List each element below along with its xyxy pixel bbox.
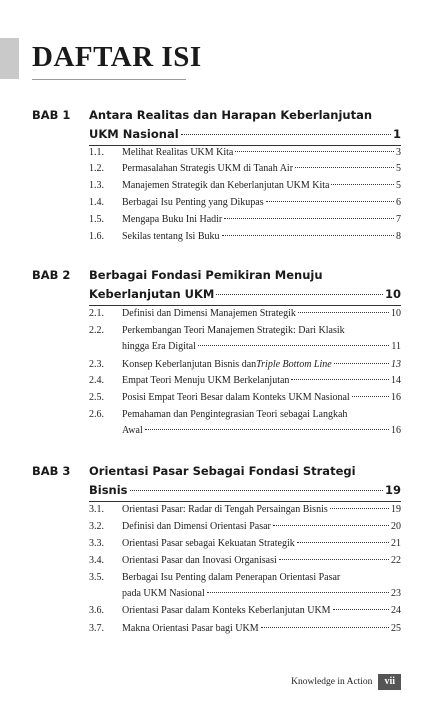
entry-page-number: 11 bbox=[391, 341, 401, 352]
chapter-title-line2 bbox=[89, 125, 401, 144]
dot-leader bbox=[279, 559, 389, 560]
entry-page-number: 16 bbox=[391, 392, 401, 403]
page-title: DAFTAR ISI bbox=[32, 41, 202, 73]
entry-body bbox=[122, 145, 401, 161]
dot-leader bbox=[130, 490, 383, 491]
dot-leader bbox=[273, 525, 389, 526]
entry-page-number: 7 bbox=[396, 214, 401, 225]
dot-leader bbox=[291, 379, 389, 380]
entry-page-number: 25 bbox=[391, 623, 401, 634]
chapter-label: BAB 3 bbox=[32, 464, 71, 478]
entry-text: Konsep Keberlanjutan Bisnis dan bbox=[122, 359, 257, 370]
entry-text: Orientasi Pasar dan Inovasi Organisasi bbox=[122, 555, 277, 566]
entry-page-number: 16 bbox=[391, 425, 401, 436]
entry-body bbox=[122, 603, 401, 619]
entry-page-number: 20 bbox=[391, 521, 401, 532]
entry-body bbox=[122, 536, 401, 552]
title-accent-bar bbox=[0, 38, 19, 79]
dot-leader bbox=[181, 134, 391, 135]
entry-page-number: 5 bbox=[396, 163, 401, 174]
toc-entry[interactable] bbox=[89, 570, 401, 604]
entry-text: Permasalahan Strategis UKM di Tanah Air bbox=[122, 163, 294, 174]
entry-text: pada UKM Nasional bbox=[122, 588, 205, 599]
entry-row bbox=[122, 145, 401, 161]
entry-row bbox=[122, 390, 401, 406]
entry-number: 3.6. bbox=[89, 605, 104, 616]
entry-body bbox=[122, 373, 401, 389]
footer-book-title: Knowledge in Action bbox=[291, 677, 373, 687]
entry-row bbox=[122, 339, 401, 355]
entry-row bbox=[122, 423, 401, 439]
chapter-title-line1: Orientasi Pasar Sebagai Fondasi Strategi bbox=[89, 464, 356, 478]
entry-number: 1.4. bbox=[89, 197, 104, 208]
entry-page-number: 14 bbox=[391, 375, 401, 386]
entry-text-line1: Perkembangan Teori Manajemen Strategik: Dari Klasik bbox=[122, 325, 345, 336]
entry-number: 1.6. bbox=[89, 231, 104, 242]
entry-row bbox=[122, 553, 401, 569]
entry-text: Melihat Realitas UKM Kita bbox=[122, 147, 234, 158]
entry-text: Definisi dan Dimensi Orientasi Pasar bbox=[122, 521, 271, 532]
entry-page-number: 19 bbox=[391, 504, 401, 515]
entry-number: 3.1. bbox=[89, 504, 104, 515]
entry-body bbox=[122, 195, 401, 211]
entry-number: 2.1. bbox=[89, 308, 104, 319]
entry-row bbox=[122, 306, 401, 322]
entry-number: 1.2. bbox=[89, 163, 104, 174]
entry-body bbox=[122, 570, 401, 602]
entry-number: 3.3. bbox=[89, 538, 104, 549]
entry-page-number: 13 bbox=[391, 359, 401, 370]
entry-page-number: 5 bbox=[396, 180, 401, 191]
dot-leader bbox=[331, 184, 394, 185]
entry-number: 3.2. bbox=[89, 521, 104, 532]
chapter-title[interactable] bbox=[89, 462, 401, 502]
dot-leader bbox=[216, 294, 383, 295]
dot-leader bbox=[222, 235, 395, 236]
entry-body bbox=[122, 161, 401, 177]
entry-page-number: 24 bbox=[391, 605, 401, 616]
entry-row bbox=[122, 502, 401, 518]
entry-page-number: 6 bbox=[396, 197, 401, 208]
entry-number: 1.1. bbox=[89, 147, 104, 158]
entry-row bbox=[122, 519, 401, 535]
entry-text: Orientasi Pasar dalam Konteks Keberlanjutan UKM bbox=[122, 605, 331, 616]
entry-body bbox=[122, 553, 401, 569]
entry-row bbox=[122, 212, 401, 228]
dot-leader bbox=[207, 592, 389, 593]
entry-body bbox=[122, 390, 401, 406]
chapter-page-number: 1 bbox=[392, 127, 401, 141]
entry-row bbox=[122, 178, 401, 194]
entry-page-number: 3 bbox=[396, 147, 401, 158]
entry-body bbox=[122, 229, 401, 245]
chapter-title-text: Keberlanjutan UKM bbox=[89, 287, 215, 301]
chapter-title-line2 bbox=[89, 285, 401, 304]
entry-row bbox=[122, 195, 401, 211]
entry-number: 2.2. bbox=[89, 325, 104, 336]
entry-number: 1.5. bbox=[89, 214, 104, 225]
dot-leader bbox=[298, 312, 389, 313]
title-underline bbox=[32, 79, 186, 80]
footer-page-number: vii bbox=[378, 674, 401, 690]
entry-number: 2.5. bbox=[89, 392, 104, 403]
dot-leader bbox=[334, 363, 389, 364]
entry-row bbox=[122, 621, 401, 637]
entry-number: 2.4. bbox=[89, 375, 104, 386]
entry-row bbox=[122, 357, 401, 373]
chapter-title-line1: Antara Realitas dan Harapan Keberlanjutan bbox=[89, 108, 373, 122]
entry-body bbox=[122, 212, 401, 228]
entry-page-number: 23 bbox=[391, 588, 401, 599]
entry-number: 2.6. bbox=[89, 409, 104, 420]
entry-text: Orientasi Pasar: Radar di Tengah Persaingan Bisnis bbox=[122, 504, 328, 515]
entry-text: Empat Teori Menuju UKM Berkelanjutan bbox=[122, 375, 290, 386]
chapter-title-text: UKM Nasional bbox=[89, 127, 179, 141]
entry-text: hingga Era Digital bbox=[122, 341, 196, 352]
entry-number: 2.3. bbox=[89, 359, 104, 370]
entry-row bbox=[122, 586, 401, 602]
entry-text: Definisi dan Dimensi Manajemen Strategik bbox=[122, 308, 296, 319]
entry-text-line1: Pemahaman dan Pengintegrasian Teori sebagai Langkah bbox=[122, 409, 348, 420]
dot-leader bbox=[352, 396, 389, 397]
dot-leader bbox=[330, 508, 389, 509]
chapter-title-line1: Berbagai Fondasi Pemikiran Menuju bbox=[89, 268, 323, 282]
entry-number: 1.3. bbox=[89, 180, 104, 191]
entry-text-italic: Triple Bottom Line bbox=[256, 359, 332, 370]
entry-text: Manajemen Strategik dan Keberlanjutan UKM Kita bbox=[122, 180, 330, 191]
dot-leader bbox=[295, 167, 394, 168]
chapter-page-number: 19 bbox=[384, 483, 401, 497]
dot-leader bbox=[266, 201, 394, 202]
dot-leader bbox=[297, 542, 389, 543]
entry-body bbox=[122, 621, 401, 637]
entry-text: Berbagai Isu Penting yang Dikupas bbox=[122, 197, 264, 208]
entry-text: Sekilas tentang Isi Buku bbox=[122, 231, 220, 242]
chapter-label: BAB 2 bbox=[32, 268, 71, 282]
entry-body bbox=[122, 178, 401, 194]
toc-entry[interactable] bbox=[89, 407, 401, 441]
dot-leader bbox=[235, 151, 394, 152]
entry-text: Mengapa Buku Ini Hadir bbox=[122, 214, 223, 225]
entry-body bbox=[122, 306, 401, 322]
entry-text: Makna Orientasi Pasar bagi UKM bbox=[122, 623, 259, 634]
entry-body bbox=[122, 323, 401, 355]
toc-entry[interactable] bbox=[89, 323, 401, 357]
entry-row bbox=[122, 229, 401, 245]
entry-text: Orientasi Pasar sebagai Kekuatan Strategik bbox=[122, 538, 295, 549]
entry-text: Awal bbox=[122, 425, 143, 436]
entry-page-number: 21 bbox=[391, 538, 401, 549]
chapter-label: BAB 1 bbox=[32, 108, 71, 122]
chapter-title-text: Bisnis bbox=[89, 483, 128, 497]
page-footer bbox=[291, 674, 401, 690]
entry-row bbox=[122, 161, 401, 177]
dot-leader bbox=[145, 429, 389, 430]
entry-text: Posisi Empat Teori Besar dalam Konteks UKM Nasional bbox=[122, 392, 350, 403]
entry-row bbox=[122, 536, 401, 552]
entry-number: 3.5. bbox=[89, 572, 104, 583]
dot-leader bbox=[333, 609, 389, 610]
chapter-title-line2 bbox=[89, 481, 401, 500]
entry-body bbox=[122, 407, 401, 439]
entry-text-line1: Berbagai Isu Penting dalam Penerapan Orientasi Pasar bbox=[122, 572, 341, 583]
chapter-title[interactable] bbox=[89, 106, 401, 146]
entry-row bbox=[122, 603, 401, 619]
entry-body bbox=[122, 519, 401, 535]
entry-body bbox=[122, 502, 401, 518]
chapter-page-number: 10 bbox=[384, 287, 401, 301]
entry-number: 3.7. bbox=[89, 623, 104, 634]
chapter-title[interactable] bbox=[89, 266, 401, 306]
entry-number: 3.4. bbox=[89, 555, 104, 566]
dot-leader bbox=[261, 627, 389, 628]
entry-page-number: 10 bbox=[391, 308, 401, 319]
entry-body bbox=[122, 357, 401, 373]
entry-row bbox=[122, 373, 401, 389]
entry-page-number: 8 bbox=[396, 231, 401, 242]
entry-page-number: 22 bbox=[391, 555, 401, 566]
dot-leader bbox=[224, 218, 394, 219]
dot-leader bbox=[198, 345, 389, 346]
